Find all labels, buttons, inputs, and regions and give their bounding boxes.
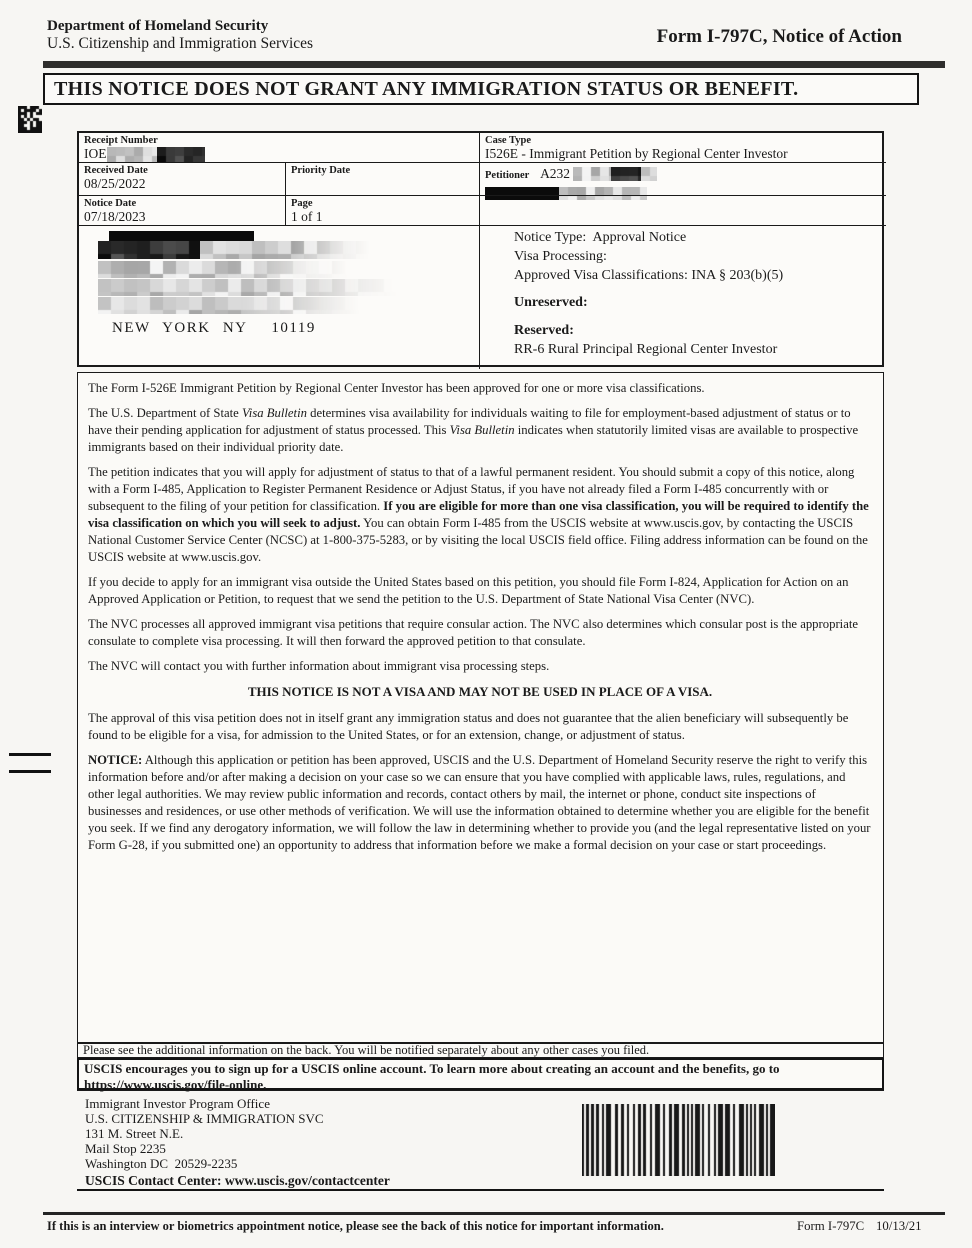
- footer-note: If this is an interview or biometrics appointment notice, please see the back of this notice for important information.: [47, 1219, 664, 1233]
- receipt-number-value: IOE: [84, 146, 479, 162]
- redacted-petitioner-id: [573, 167, 611, 181]
- not-a-visa-heading: THIS NOTICE IS NOT A VISA AND MAY NOT BE USED IN PLACE OF A VISA.: [247, 684, 713, 699]
- empty-cell: [479, 195, 886, 225]
- footer-form-ref: Form I-797C: [797, 1219, 865, 1233]
- received-date-label: Received Date: [84, 165, 148, 176]
- notice-body: [77, 372, 884, 1043]
- body-paragraph-5: The NVC processes all approved immigrant visa petitions that require consular action. The NVC also determines which consular post is the appropriate consulate to complete visa processing. It will then forward the approved petition to that consulate.: [88, 617, 858, 648]
- addressee-cell: [79, 225, 479, 369]
- agency-subname: U.S. Citizenship and Immigration Services: [47, 35, 314, 52]
- page-label: Page: [291, 198, 313, 209]
- notice-type-line: Notice Type: Approval Notice: [514, 230, 687, 245]
- footer-revision-date: 10/13/21: [876, 1219, 922, 1233]
- footer-rule: [43, 1212, 945, 1215]
- redacted-petitioner-id-tail: [641, 167, 657, 181]
- reserved-label: Reserved:: [514, 323, 574, 338]
- datamatrix-barcode: [18, 106, 42, 133]
- received-date-cell: [79, 162, 285, 195]
- priority-date-label: Priority Date: [291, 165, 351, 176]
- redacted-addressee-bar: [109, 231, 254, 241]
- notice-date-value: 07/18/2023: [84, 209, 146, 224]
- body-paragraph-1: The Form I-526E Immigrant Petition by Regional Center Investor has been approved for one or more visa classifications.: [88, 381, 705, 395]
- office-line: Mail Stop 2235: [85, 1141, 166, 1156]
- body-paragraph-6: The NVC will contact you with further information about immigrant visa processing steps.: [88, 659, 550, 673]
- body-paragraph-8: NOTICE: Although this application or petition has been approved, USCIS and the U.S. Department of Homeland Security reserve the right to verify this information before and/or after making a decision on your case so we can ensure that you have complied with applicable laws, rules, regulations, and other legal authorities. We may review public information and records, contact others by mail, the internet or phone, conduct site inspections of businesses and residences, or use other methods of verification. We will use the information obtained to determine whether you are eligible for the benefit you seek. If we find any derogatory information, we will follow the law in determining whether to provide you (and the legal representative listed on your Form G-28, if you submitted one) an opportunity to address that information before we make a formal decision on your case or start proceedings.: [88, 753, 871, 852]
- margin-dash: [9, 770, 51, 773]
- case-data-table: [77, 131, 884, 367]
- case-type-value: I526E - Immigrant Petition by Regional Center Investor: [485, 146, 788, 161]
- redacted-address-line4: [98, 297, 360, 314]
- redacted-address-line3: [98, 279, 398, 296]
- notice-panel: [479, 225, 886, 369]
- no-benefit-banner: THIS NOTICE DOES NOT GRANT ANY IMMIGRATION STATUS OR BENEFIT.: [43, 73, 919, 105]
- visa-processing-line: Visa Processing:: [514, 249, 607, 264]
- office-address: [85, 1096, 324, 1171]
- page-value: 1 of 1: [291, 209, 323, 224]
- unreserved-label: Unreserved:: [514, 295, 588, 310]
- redacted-receipt-number: [107, 147, 157, 162]
- notice-date-label: Notice Date: [84, 198, 137, 209]
- office-line: Immigrant Investor Program Office: [85, 1096, 270, 1111]
- additional-info-row: Please see the additional information on the back. You will be notified separately about any other cases you filed.: [77, 1043, 884, 1058]
- body-paragraph-4: If you decide to apply for an immigrant visa outside the United States based on this petition, you should file Form I-824, Application for Action on an Approved Application or Petition, to request that we send the petition to the U.S. Department of State National Visa Center (NVC).: [88, 575, 849, 606]
- body-paragraph-3: The petition indicates that you will apply for adjustment of status to that of a lawful permanent resident. You should submit a copy of this notice, along with a Form I-485, Application to Register Permanent Residence or Adjust Status, if you have not already filed a Form I-485 concurrently with or subsequent to the filing of your petition for classification. If you are eligible for more than one visa classification, you will be required to identify the visa classification on which you will seek to adjust. You can obtain Form I-485 from the USCIS website at www.uscis.gov, by contacting the USCIS National Customer Service Center (NCSC) at 1-800-375-5283, or by visiting the local USCIS field office. Filing address information can be found on the USCIS website at www.uscis.gov.: [88, 465, 869, 564]
- received-date-value: 08/25/2022: [84, 176, 146, 191]
- receipt-number-label: Receipt Number: [84, 135, 158, 146]
- office-address-box: [77, 1090, 884, 1191]
- online-account-row: USCIS encourages you to sign up for a USCIS online account. To learn more about creating an account and the benefits, go to https://www.uscis.gov/file-online.: [77, 1058, 884, 1090]
- page-cell: [285, 195, 479, 225]
- petitioner-line1: [485, 165, 886, 183]
- case-type-cell: [479, 133, 886, 162]
- priority-date-cell: [285, 162, 479, 195]
- redacted-address-line1-dark: [98, 241, 200, 259]
- office-line: Washington DC 20529-2235: [85, 1156, 238, 1171]
- receipt-barcode: [582, 1104, 775, 1176]
- redacted-address-line2: [98, 261, 348, 278]
- petitioner-label: Petitioner: [485, 170, 530, 181]
- redacted-address-line1: [200, 241, 370, 259]
- office-line: 131 M. Street N.E.: [85, 1126, 184, 1141]
- margin-dash: [9, 753, 51, 756]
- office-line: U.S. CITIZENSHIP & IMMIGRATION SVC: [85, 1111, 324, 1126]
- case-type-label: Case Type: [485, 135, 531, 146]
- petitioner-value-prefix: A232: [540, 166, 571, 181]
- header-separator-bar: [43, 61, 945, 68]
- redacted-receipt-number-dark: [157, 147, 205, 162]
- petitioner-cell: [479, 162, 886, 195]
- receipt-number-cell: [79, 133, 479, 162]
- addressee-city-line: NEW YORK NY 10119: [112, 320, 316, 336]
- uscis-contact-center: USCIS Contact Center: www.uscis.gov/contactcenter: [85, 1173, 390, 1188]
- body-paragraph-2: The U.S. Department of State Visa Bulletin determines visa availability for individuals waiting to file for employment-based adjustment of status or to have their pending application for adjustment of status processed. This Visa Bulletin indicates when statutorily limited visas are available to prospective immigrants based on their individual priority date.: [88, 406, 859, 454]
- form-title: Form I-797C, Notice of Action: [656, 26, 902, 47]
- agency-name: Department of Homeland Security: [47, 18, 269, 34]
- approved-classifications-line: Approved Visa Classifications: INA § 203(b)(5): [514, 268, 784, 283]
- redacted-petitioner-id-dark: [611, 167, 641, 181]
- body-paragraph-7: The approval of this visa petition does not in itself grant any immigration status and does not guarantee that the alien beneficiary will subsequently be found to be eligible for a visa, for admission to the United States, or for an extension, change, or adjustment of status.: [88, 711, 849, 742]
- notice-date-cell: [79, 195, 285, 225]
- agency-header: [47, 17, 313, 53]
- reserved-value: RR-6 Rural Principal Regional Center Investor: [514, 342, 778, 357]
